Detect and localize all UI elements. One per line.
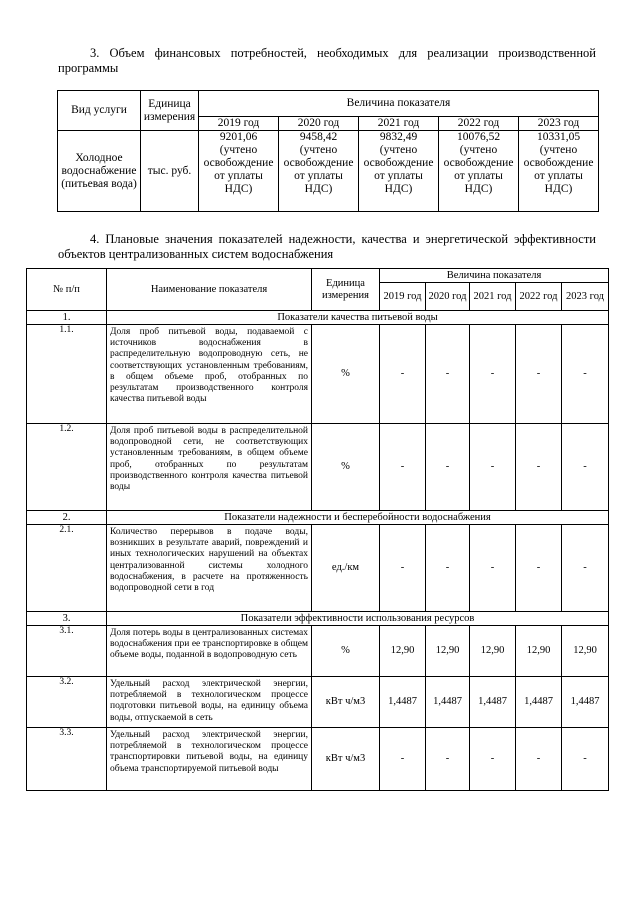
indicator-value: 1,4487 [562,677,609,728]
year-header: 2023 год [562,283,609,311]
header-unit: Единица измерения [141,91,199,131]
indicator-value: - [470,325,516,424]
indicator-value: 12,90 [380,626,426,677]
indicator-value: - [562,325,609,424]
indicator-value: - [516,424,562,511]
year-header: 2019 год [199,117,279,131]
indicator-name: Доля проб питьевой воды, подаваемой с источников водоснабжения в распределительную водопроводную сеть, не соответствующих установленным требованиям, в общем объеме проб, отобранных по результатам производственного контроля качества питьевой воды [107,325,312,424]
value-cell: 9458,42 (учтено освобождение от уплаты НДС) [279,131,359,212]
indicator-value: - [516,728,562,791]
indicator-value: - [426,325,470,424]
year-header: 2022 год [439,117,519,131]
row-num: 1.1. [27,325,107,424]
financial-needs-table [57,90,599,212]
indicator-value: 12,90 [426,626,470,677]
header-name: Наименование показателя [107,269,312,311]
indicator-value: 12,90 [562,626,609,677]
indicator-unit: % [312,424,380,511]
indicator-unit: кВт ч/м3 [312,677,380,728]
indicator-value: 1,4487 [516,677,562,728]
indicator-unit: % [312,626,380,677]
header-num: № п/п [27,269,107,311]
row-num: 1.2. [27,424,107,511]
indicator-name: Доля потерь воды в централизованных системах водоснабжения при ее транспортировке в общем объеме воды, поданной в водопроводную сеть [107,626,312,677]
year-header: 2021 год [470,283,516,311]
header-service: Вид услуги [58,91,141,131]
indicator-value: 1,4487 [470,677,516,728]
year-header: 2023 год [519,117,599,131]
indicator-value: 1,4487 [426,677,470,728]
group-num: 2. [27,511,107,525]
value-cell: 10076,52 (учтено освобождение от уплаты НДС) [439,131,519,212]
value-cell: 10331,05 (учтено освобождение от уплаты НДС) [519,131,599,212]
value-cell: 9201,06 (учтено освобождение от уплаты НДС) [199,131,279,212]
service-name: Холодное водоснабжение (питьевая вода) [58,131,141,212]
indicator-value: - [562,525,609,612]
indicator-value: - [426,728,470,791]
indicators-table [26,268,609,791]
row-num: 3.1. [27,626,107,677]
indicator-unit: ед./км [312,525,380,612]
indicator-name: Удельный расход электрической энергии, потребляемой в технологическом процессе транспортировки питьевой воды, на единицу объема транспортируемой питьевой воды [107,728,312,791]
row-num: 3.3. [27,728,107,791]
group-num: 3. [27,612,107,626]
row-num: 2.1. [27,525,107,612]
year-header: 2019 год [380,283,426,311]
service-unit: тыс. руб. [141,131,199,212]
indicator-value: 1,4487 [380,677,426,728]
group-title: Показатели качества питьевой воды [107,311,609,325]
header-value: Величина показателя [199,91,599,117]
indicator-value: - [426,525,470,612]
year-header: 2022 год [516,283,562,311]
indicator-name: Количество перерывов в подаче воды, возникших в результате аварий, повреждений и иных технологических нарушений на объектах централизованной системы холодного водоснабжения, в расчете на протяженность водопроводной сети в год [107,525,312,612]
indicator-value: - [516,525,562,612]
indicator-value: - [562,424,609,511]
indicator-value: - [426,424,470,511]
indicator-unit: % [312,325,380,424]
indicator-value: 12,90 [516,626,562,677]
indicator-value: - [470,525,516,612]
indicator-value: - [380,325,426,424]
indicator-name: Доля проб питьевой воды в распределительной водопроводной сети, не соответствующих установленным требованиям, в общем объеме проб, отобранных по результатам производственного контроля качества питьевой воды [107,424,312,511]
group-title: Показатели надежности и бесперебойности водоснабжения [107,511,609,525]
year-header: 2020 год [279,117,359,131]
group-title: Показатели эффективности использования ресурсов [107,612,609,626]
indicator-value: - [380,728,426,791]
section4-heading: 4. Плановые значения показателей надежности, качества и энергетической эффективности объектов централизованных систем водоснабжения [58,232,596,261]
indicator-value: - [470,728,516,791]
indicator-unit: кВт ч/м3 [312,728,380,791]
value-cell: 9832,49 (учтено освобождение от уплаты НДС) [359,131,439,212]
indicator-value: - [380,424,426,511]
section3-heading: 3. Объем финансовых потребностей, необходимых для реализации производственной программы [58,46,596,75]
indicator-name: Удельный расход электрической энергии, потребляемой в технологическом процессе подготовки питьевой воды, на единицу объема воды, отпускаемой в сеть [107,677,312,728]
header-value: Величина показателя [380,269,609,283]
indicator-value: - [516,325,562,424]
header-unit: Единица измерения [312,269,380,311]
year-header: 2021 год [359,117,439,131]
indicator-value: - [470,424,516,511]
row-num: 3.2. [27,677,107,728]
year-header: 2020 год [426,283,470,311]
indicator-value: - [562,728,609,791]
indicator-value: 12,90 [470,626,516,677]
group-num: 1. [27,311,107,325]
indicator-value: - [380,525,426,612]
